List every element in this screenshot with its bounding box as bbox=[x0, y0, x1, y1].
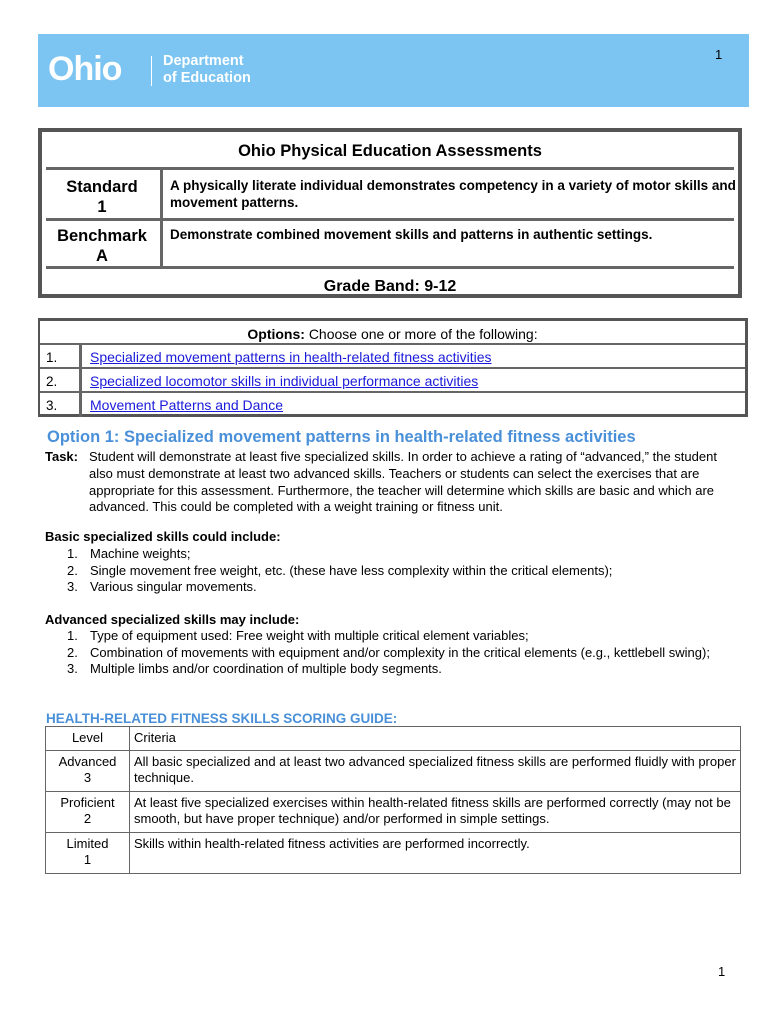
basic-skills-list bbox=[67, 546, 727, 596]
list-number: 3. bbox=[67, 661, 78, 677]
divider bbox=[40, 367, 745, 369]
level-name: Proficient bbox=[60, 794, 115, 810]
level-score: 2 bbox=[83, 811, 92, 826]
standard-number: 1 bbox=[97, 198, 107, 216]
page-number-top: 1 bbox=[715, 47, 723, 62]
dept-line-1: Department bbox=[163, 53, 244, 69]
level-cell bbox=[46, 791, 130, 832]
divider bbox=[46, 218, 734, 221]
list-item bbox=[67, 546, 727, 563]
dept-line-2: of Education bbox=[163, 70, 251, 86]
divider bbox=[40, 343, 745, 345]
option-1-heading: Option 1: Specialized movement patterns in health-related fitness activities bbox=[47, 428, 636, 446]
benchmark-letter: A bbox=[96, 247, 108, 265]
assessment-title: Ohio Physical Education Assessments bbox=[238, 142, 542, 160]
options-header-text: Choose one or more of the following: bbox=[308, 326, 538, 342]
level-score: 3 bbox=[83, 770, 92, 785]
options-header-label: Options: bbox=[247, 326, 305, 342]
divider bbox=[40, 391, 745, 393]
divider bbox=[79, 345, 82, 417]
level-name: Advanced bbox=[58, 753, 117, 769]
option-link-3[interactable]: Movement Patterns and Dance bbox=[90, 397, 283, 413]
list-number: 1. bbox=[67, 546, 78, 561]
level-header: Level bbox=[46, 727, 130, 751]
list-item bbox=[67, 645, 727, 662]
option-link-1[interactable]: Specialized movement patterns in health-related fitness activities bbox=[90, 349, 492, 365]
level-name: Limited bbox=[66, 835, 109, 851]
benchmark-label-text: Benchmark bbox=[57, 227, 147, 245]
grade-band: Grade Band: 9-12 bbox=[323, 278, 457, 295]
logo-divider bbox=[151, 56, 152, 86]
option-link-2[interactable]: Specialized locomotor skills in individual performance activities bbox=[90, 373, 479, 389]
list-number: 1. bbox=[67, 628, 78, 643]
options-header bbox=[40, 326, 745, 342]
table-header-row bbox=[46, 727, 741, 751]
basic-skills-title: Basic specialized skills could include: bbox=[45, 529, 281, 544]
list-text: Multiple limbs and/or coordination of multiple body segments. bbox=[90, 661, 442, 677]
advanced-skills-title: Advanced specialized skills may include: bbox=[45, 612, 300, 627]
table-row bbox=[46, 832, 741, 873]
table-row bbox=[46, 750, 741, 791]
ohio-logo: Ohio bbox=[48, 50, 122, 88]
table-row bbox=[46, 791, 741, 832]
level-cell bbox=[46, 750, 130, 791]
list-text: Type of equipment used: Free weight with multiple critical element variables; bbox=[90, 628, 529, 643]
list-item bbox=[67, 579, 727, 596]
option-number: 2. bbox=[46, 374, 58, 389]
divider bbox=[46, 167, 734, 170]
list-item bbox=[67, 563, 727, 580]
list-item bbox=[67, 661, 727, 678]
list-text: Various singular movements. bbox=[90, 579, 257, 595]
department-name bbox=[163, 53, 251, 87]
level-score: 1 bbox=[83, 852, 92, 867]
list-number: 2. bbox=[67, 562, 78, 578]
standard-label bbox=[46, 177, 158, 217]
list-text: Machine weights; bbox=[90, 546, 191, 561]
list-number: 2. bbox=[67, 644, 78, 660]
level-cell bbox=[46, 832, 130, 873]
scoring-guide-table bbox=[45, 726, 741, 874]
list-item bbox=[67, 628, 727, 645]
assessment-box bbox=[38, 128, 742, 298]
task-text: Student will demonstrate at least five specialized skills. In order to achieve a rating of “advanced,” the student also must demonstrate at least two advanced skills. Teachers or students can select the exercises that are appropriate for this assessment. Furthermore, the teacher will determine which skills are basic and which are advanced. This could be completed with a weight training or fitness unit. bbox=[89, 449, 717, 515]
list-text: Combination of movements with equipment and/or complexity in the critical elements (e.g., kettlebell swing); bbox=[90, 644, 710, 660]
advanced-skills-list bbox=[67, 628, 727, 678]
scoring-guide-title: HEALTH-RELATED FITNESS SKILLS SCORING GUIDE: bbox=[46, 711, 398, 726]
criteria-cell: Skills within health-related fitness activities are performed incorrectly. bbox=[130, 832, 741, 873]
option-number: 1. bbox=[46, 350, 58, 365]
list-text: Single movement free weight, etc. (these have less complexity within the critical elements); bbox=[90, 562, 613, 578]
header-banner bbox=[38, 34, 749, 107]
standard-text: A physically literate individual demonstrates competency in a variety of motor skills and movement patterns. bbox=[170, 178, 736, 210]
divider bbox=[46, 266, 734, 269]
benchmark-label bbox=[46, 226, 158, 266]
criteria-cell: All basic specialized and at least two advanced specialized fitness skills are performed fluidly with proper technique. bbox=[130, 750, 741, 791]
option-number: 3. bbox=[46, 398, 58, 413]
benchmark-text: Demonstrate combined movement skills and patterns in authentic settings. bbox=[170, 227, 653, 242]
criteria-cell: At least five specialized exercises within health-related fitness skills are performed correctly (may not be smooth, but have proper technique) and/or performed in simple settings. bbox=[130, 791, 741, 832]
page-number-bottom: 1 bbox=[718, 964, 726, 979]
options-box bbox=[38, 318, 748, 417]
standard-label-text: Standard bbox=[66, 178, 138, 196]
task-label: Task: bbox=[45, 449, 78, 464]
list-number: 3. bbox=[67, 579, 78, 595]
criteria-header: Criteria bbox=[130, 727, 741, 751]
